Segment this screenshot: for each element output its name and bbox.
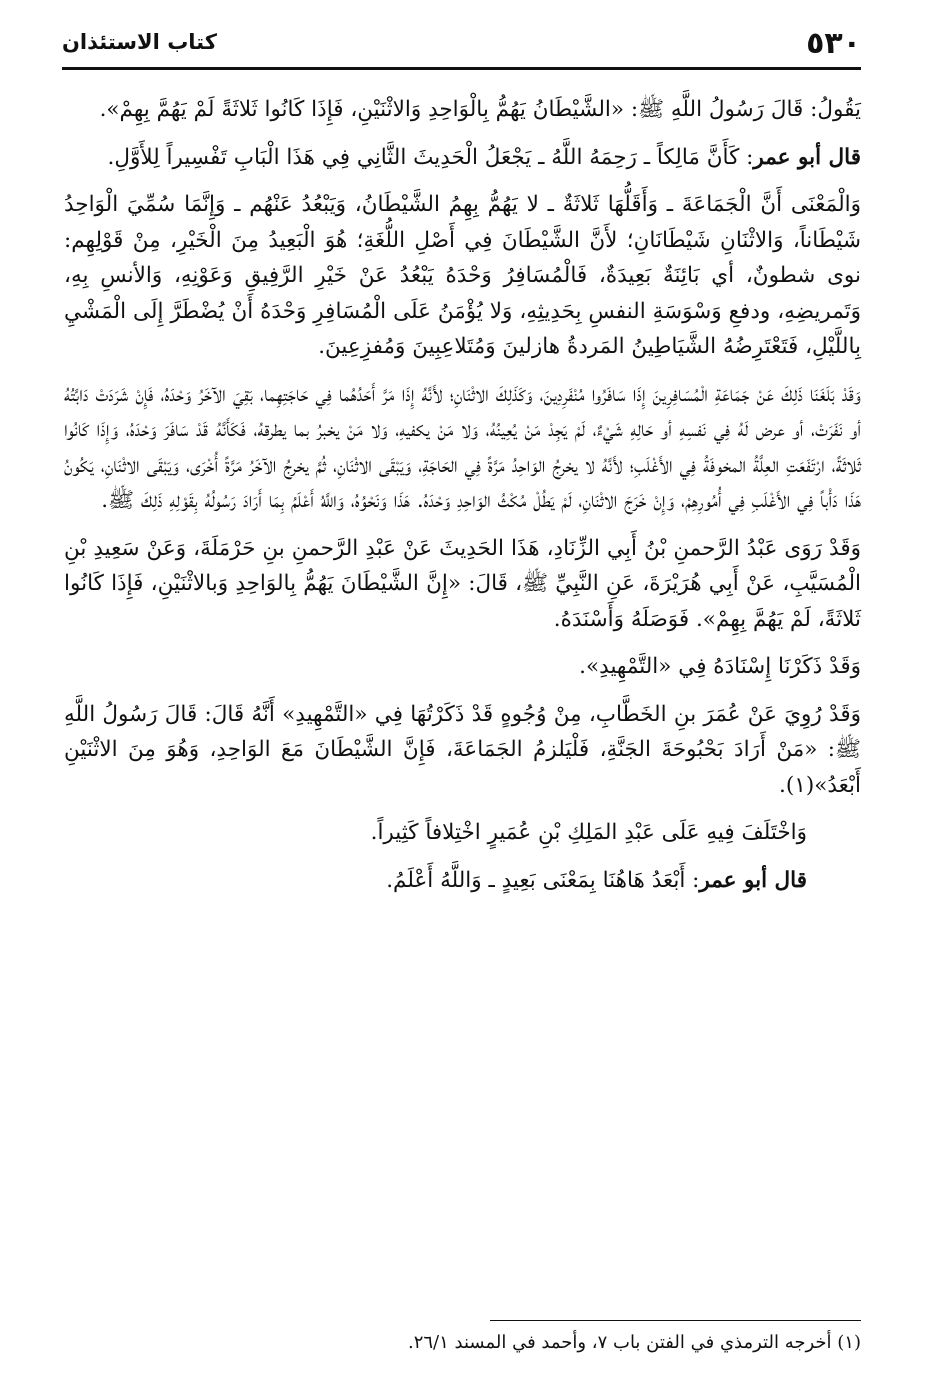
paragraph-text: : كَأَنَّ مَالِكاً ـ رَحِمَهُ اللَّهُ ـ يَجْعَلُ الْحَدِيثَ الثَّانِي فِي هَذَا الْبَابِ تَفْسِيراً لِلأَوَّلِ. <box>107 144 754 170</box>
paragraph-text: وَقَدْ ذَكَرْنَا إِسْنَادَهُ فِي «التَّمْهِيدِ». <box>579 654 861 679</box>
speaker-label: قال أبو عمر <box>753 144 861 170</box>
paragraph-text: يَقُولُ: قَالَ رَسُولُ اللَّهِ ﷺ: «الشَّيْطَانُ يَهُمُّ بِالْوَاحِدِ وَالاثْنَيْنِ، فَإِذَا كَانُوا ثَلاثَةً لَمْ يَهُمَّ بِهِمْ». <box>99 97 861 122</box>
paragraph-text: : أَبْعَدُ هَاهُنَا بِمَعْنَى بَعِيدٍ ـ وَاللَّهُ أَعْلَمُ. <box>386 867 700 893</box>
paragraph-3 <box>64 187 861 365</box>
paragraph-1 <box>64 92 861 128</box>
paragraph-7 <box>64 697 861 804</box>
page-header <box>62 24 861 60</box>
paragraph-9 <box>64 863 861 899</box>
page-number: ٥٣٠ <box>806 26 861 61</box>
footnote <box>64 1330 861 1356</box>
paragraph-text: وَالْمَعْنَى أَنَّ الْجَمَاعَةَ ـ وَأَقَلُّهَا ثَلاثَةٌ ـ لا يَهُمُّ بِهِمُ الشَّيْطَانُ، وَيَبْعُدُ عَنْهُم ـ وَإِنَّمَا سُمِّيَ الْوَاحِدُ شَيْطَاناً، وَالاثْنَانِ شَيْطَانَانِ؛ لأَنَّ الشَّيْطَانَ فِي أَصْلِ اللُّغَةِ؛ هُوَ الْبَعِيدُ مِنَ الْخَيْرِ، مِنْ قَوْلِهِم: نوى شطونٌ، أي بَائِنَةٌ بَعِيدَةٌ، فَالْمُسَافِرُ وَحْدَهُ يَبْعُدُ عَنْ خَيْرِ الرَّفِيقِ وَعَوْنِهِ، وَالأنسِ بِهِ، وَتَمريضِهِ، ودفعِ وَسْوَسَةِ النفسِ بِحَدِيثِهِ، وَلا يُؤْمَنُ عَلَى الْمُسَافِرِ وَحْدَهُ أَنْ يُضْطَرَّ إِلَى الْمَشْيِ بِاللَّيْلِ، فَتَعْتَرِضُهُ الشَّيَاطِينُ المَردةُ هازلينَ وَمُتَلاعِبِينَ وَمُفزِعِينَ. <box>64 192 861 359</box>
running-title: كتاب الاستئذان <box>62 30 217 54</box>
paragraph-text: وَقَدْ رُوِيَ عَنْ عُمَرَ بنِ الخَطَّابِ، مِنْ وُجُوهٍ قَدْ ذَكَرْتُهَا فِي «التَّمْهِيدِ» أَنَّهُ قَالَ: قَالَ رَسُولُ اللَّهِ ﷺ: «مَنْ أَرَادَ بَحْبُوحَةَ الجَنَّةِ، فَلْيَلزمُ الجَمَاعَةَ، فَإِنَّ الشَّيْطَانَ مَعَ الوَاحِدِ، وَهُوَ مِنَ الاثْنَيْنِ أَبْعَدُ»(١). <box>64 701 861 798</box>
paragraph-2 <box>64 140 861 176</box>
paragraph-6 <box>64 649 861 685</box>
footnote-marker: (١) <box>837 1332 861 1353</box>
main-text <box>64 92 861 910</box>
paragraph-text: وَقَدْ بَلَغَنَا ذَلِكَ عَنْ جَمَاعَةِ الْمُسَافِرِينَ إِذَا سَافَرُوا مُنْفَرِدِينَ، وَكَذَلِكَ الاثْنَانِ؛ لأَنَّهُ إِذَا مَرَّ أَحَدُهُما فِي حَاجَتِهِما، بَقِيَ الآخَرُ وَحْدَهُ، فَإِنْ شَرَدَتْ دَابَّتُهُ أو نَفَرَتْ، أو عرض لَهُ فِي نَفسِهِ أو حَالِهِ شَيْءٌ، لَمْ يَجِدْ مَنْ يُعِينُهُ، وَلا مَنْ يكفيهِ، وَلا مَنْ يخبرُ بما يطرقهُ، فَكَأَنَّهُ قَدْ سَافَرَ وَحْدَهُ، وَإِذَا كَانُوا ثَلاثَةً، ارْتَفَعَتِ العِلَّةُ المخوفَةُ فِي الأَغْلَبِ؛ لأَنَّهُ لا يخرجُ الوَاحِدُ مَرَّةً فِي الحَاجَةِ، وَيَبْقَى الاثْنَانِ، ثُمَّ يخرجُ الآخَرُ مَرَّةً أُخْرَى، وَيَبْقَى الاثْنَانِ، يَكُونُ هَذَا دَأْباً فِي الأَغْلَبِ فِي أُمُورِهِمْ، وَإِنْ خَرَجَ الاثْنَانِ، لَمْ يَطُلْ مُكْثُ الوَاحِدِ وَحْدَهُ. هَذَا وَنَحْوُهُ، وَاللَّهُ أَعْلَمُ بِمَا أَرَادَ رَسُولُهُ بِقَوْلِهِ ذَلِكَ ﷺ. <box>64 381 861 513</box>
footnote-rule <box>490 1320 861 1321</box>
paragraph-text: وَقَدْ رَوَى عَبْدُ الرَّحمنِ بْنُ أَبِي الزِّنَادِ، هَذَا الحَدِيثَ عَنْ عَبْدِ الرَّحمنِ بنِ حَرْمَلَةَ، وَعَنْ سَعِيدِ بْنِ الْمُسَيَّبِ، عَنْ أَبِي هُرَيْرَةَ، عَنِ النَّبِيِّ ﷺ، قَالَ: «إِنَّ الشَّيْطَانَ يَهُمُّ بِالوَاحِدِ وَبالاثْنَيْنِ، فَإِذَا كَانُوا ثَلاثَةً، لَمْ يَهُمَّ بِهِمْ». فَوَصَلَهُ وَأَسْنَدَهُ. <box>64 535 861 632</box>
footnote-text: أخرجه الترمذي في الفتن باب ٧، وأحمد في المسند ٢٦/١. <box>407 1332 832 1353</box>
paragraph-8 <box>64 815 861 851</box>
header-rule <box>62 67 861 70</box>
paragraph-5 <box>64 531 861 638</box>
paragraph-4 <box>64 377 861 519</box>
paragraph-text: وَاخْتَلَفَ فِيهِ عَلَى عَبْدِ المَلِكِ بْنِ عُمَيرٍ اخْتِلافاً كَثِيراً. <box>370 820 807 845</box>
speaker-label: قال أبو عمر <box>699 867 807 893</box>
